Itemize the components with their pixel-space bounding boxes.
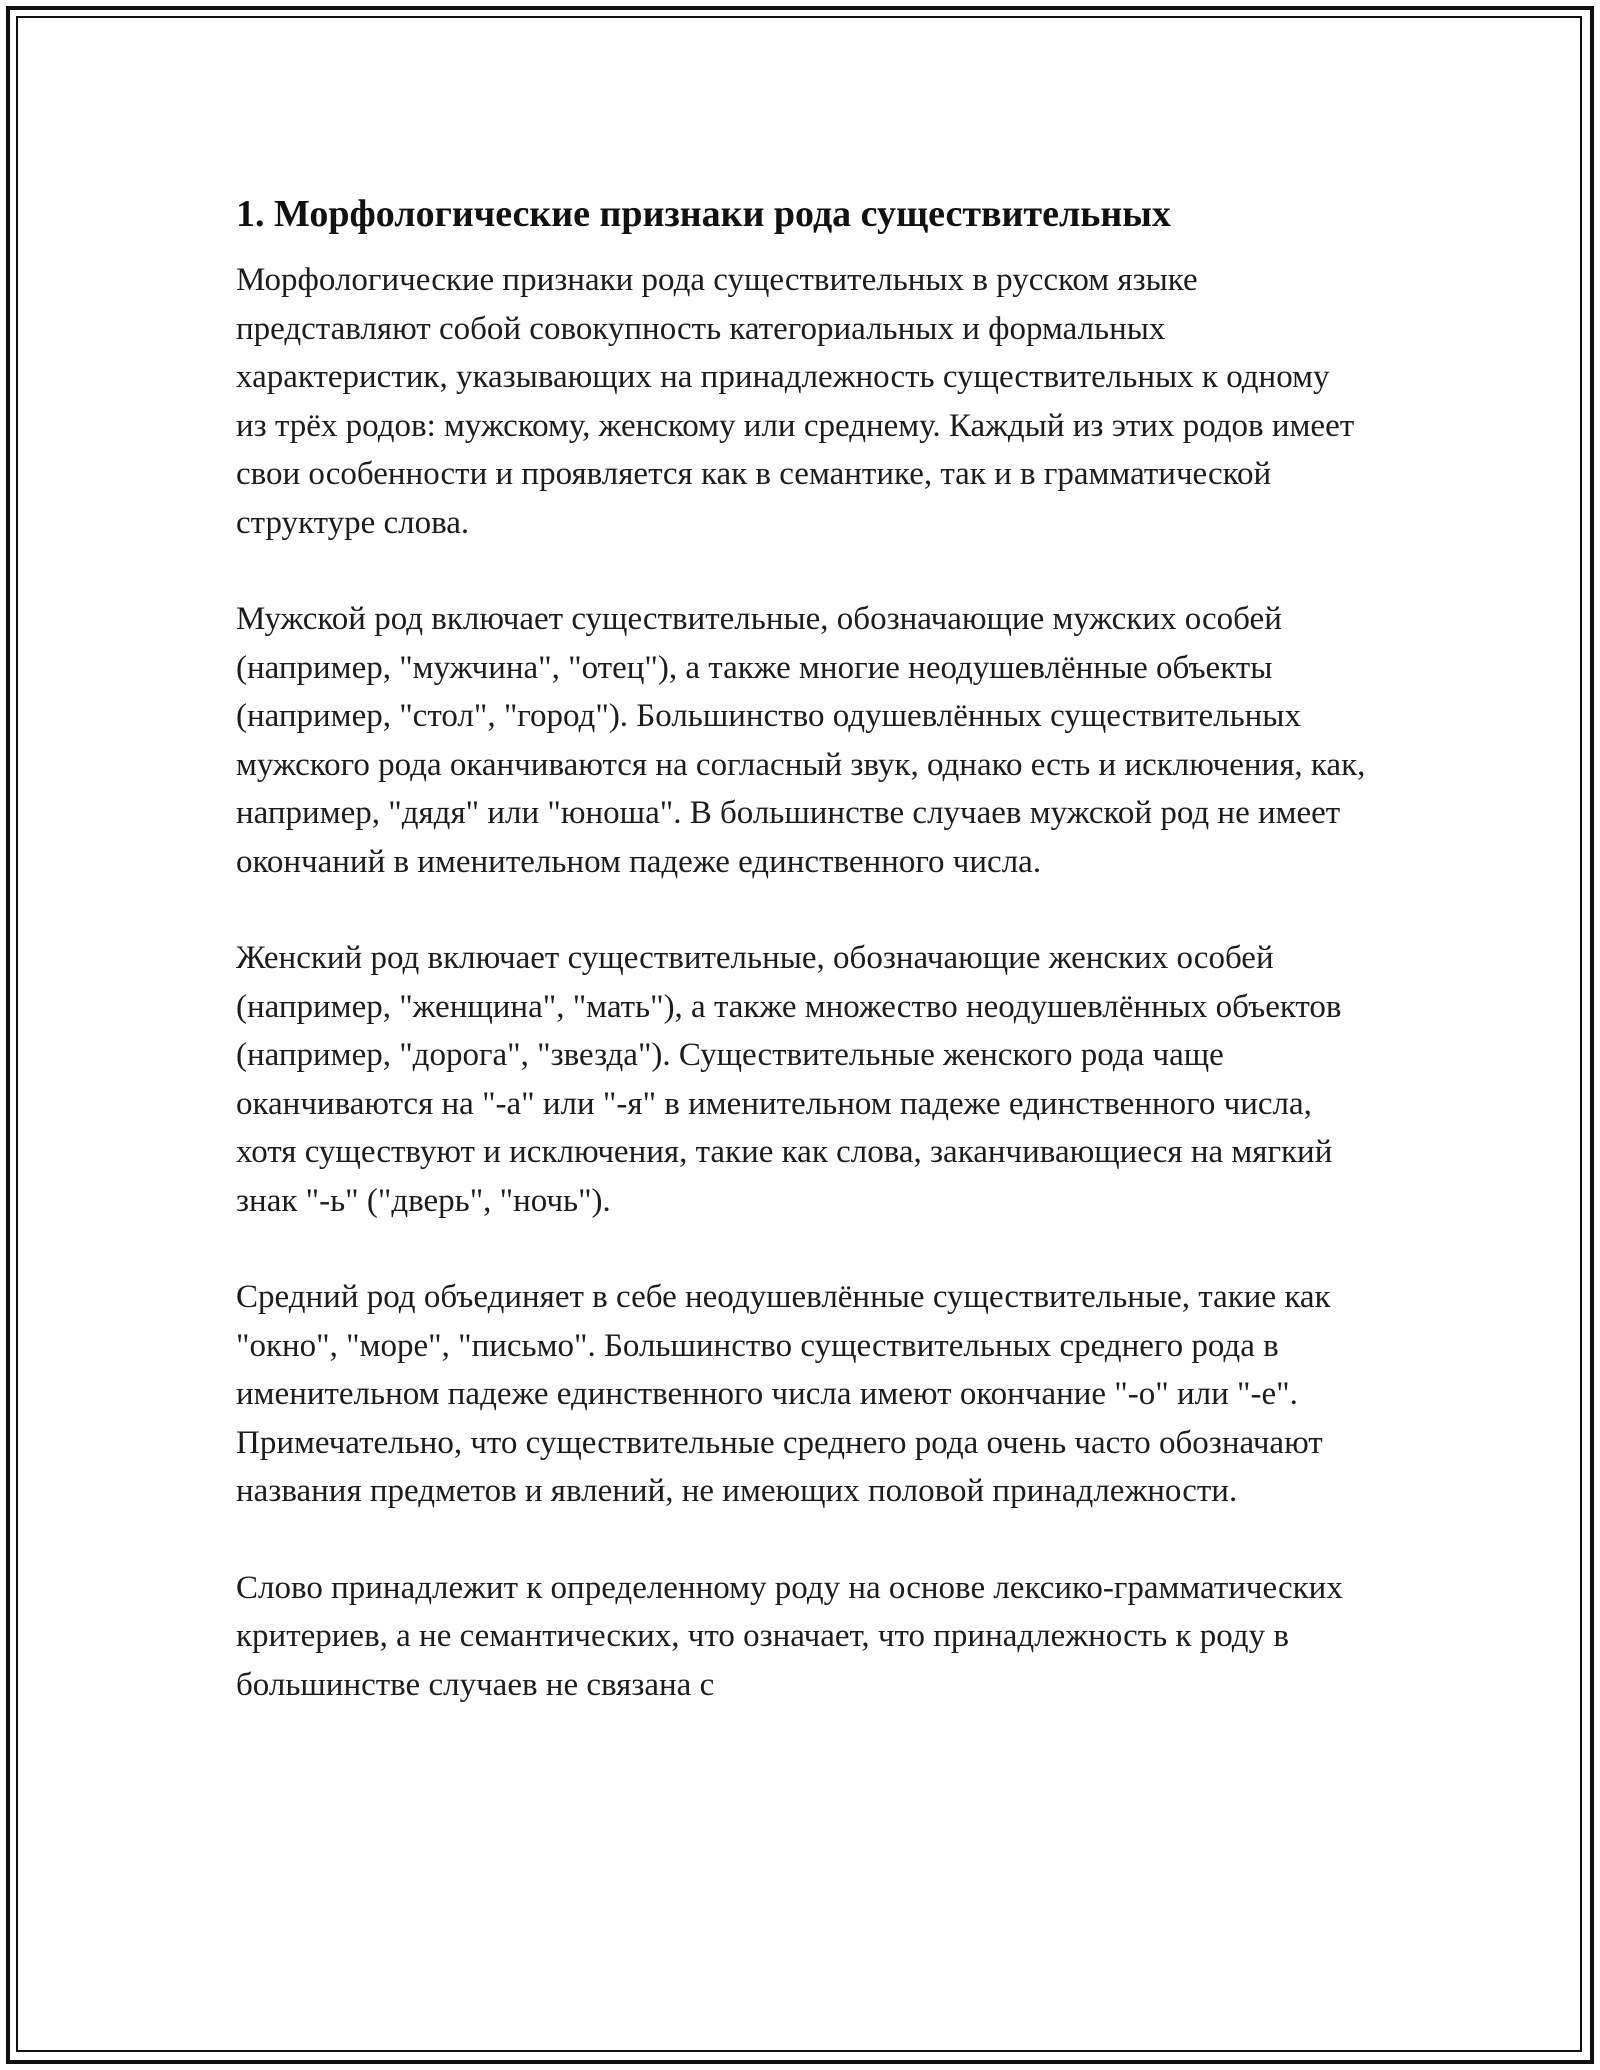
paragraph-neuter-gender: Средний род объединяет в себе неодушевлённые существительные, такие как "окно", "море", "письмо". Большинство существительных среднего рода в именительном падеже единственного числа имеют окончание "-о" или "-е". Примечательно, что существительные среднего рода очень часто обозначают названия предметов и явлений, не имеющих половой принадлежности. [236,1279,1331,1509]
paragraph-morphological-features: Морфологические признаки рода существительных в русском языке представляют собой совокупность категориальных и формальных характеристик, указывающих на принадлежность существительных к одному из трёх родов: мужскому, женскому или среднему. Каждый из этих родов имеет свои особенности и проявляется как в семантике, так и в грамматической структуре слова. [236,262,1355,541]
paragraph-feminine-gender: Женский род включает существительные, обозначающие женских особей (например, "женщина", "мать"), а также множество неодушевлённых объектов (например, "дорога", "звезда"). Существительные женского рода чаще оканчиваются на "-а" или "-я" в именительном падеже единственного числа, хотя существуют и исключения, такие как слова, заканчивающиеся на мягкий знак "-ь" ("дверь", "ночь"). [236,940,1342,1219]
paragraph-masculine-gender: Мужской род включает существительные, обозначающие мужских особей (например, "мужчина", "отец"), а также многие неодушевлённые объекты (например, "стол", "город"). Большинство одушевлённых существительных мужского рода оканчиваются на согласный звук, однако есть и исключения, как, например, "дядя" или "юноша". В большинстве случаев мужской род не имеет окончаний в именительном падеже единственного числа. [236,601,1366,880]
paragraph-lexico-grammatical-criteria: Слово принадлежит к определенному роду на основе лексико-грамматических критериев, а не семантических, что означает, что принадлежность к роду в большинстве случаев не связана с [236,1569,1343,1703]
document-body [236,190,1366,1709]
section-heading: 1. Морфологические признаки рода существительных [236,193,1171,235]
